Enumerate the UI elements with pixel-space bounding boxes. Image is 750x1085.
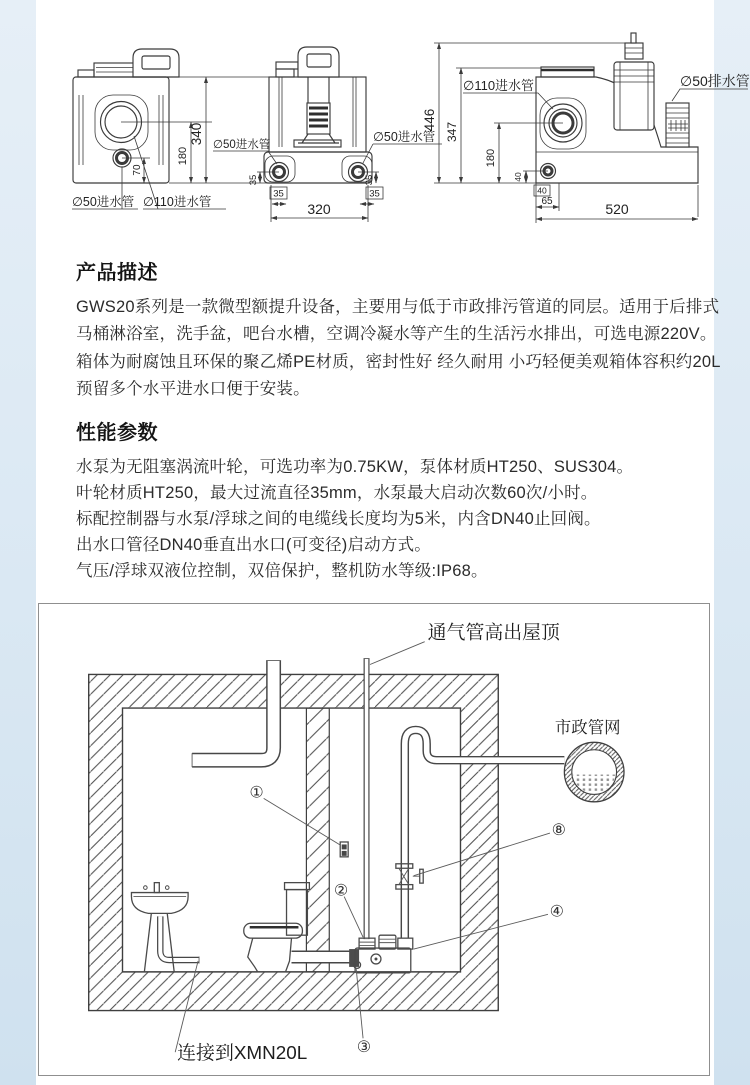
vent-pipe-label: 通气管高出屋顶: [427, 621, 560, 643]
municipal-sewer: [564, 742, 624, 801]
front-inlet50-label: ∅50进水管: [72, 195, 135, 209]
dim-40-offset: 40: [537, 185, 547, 196]
technical-drawings: [36, 0, 750, 250]
parameter-line: 出水口管径DN40垂直出水口(可变径)启动方式。: [76, 536, 431, 554]
front-inlet110-label: ∅110进水管: [143, 195, 212, 209]
partition-wall: [306, 708, 329, 972]
dim-35-right: 35: [364, 174, 375, 186]
description-line: 马桶淋浴室，洗手盆，吧台水槽，空调冷凝水等产生的生活污水排出，可选电源220V。: [76, 325, 717, 344]
dim-520: 520: [605, 201, 629, 217]
parameter-line: 水泵为无阻塞涡流叶轮，可选功率为0.75KW，泵体材质HT250、SUS304。: [76, 458, 634, 476]
product-description-section: [76, 256, 721, 404]
connect-label: 连接到XMN20L: [177, 1042, 308, 1064]
performance-parameters-section: [76, 416, 633, 584]
dim-35-left: 35: [248, 174, 259, 186]
municipal-network-label: 市政管网: [554, 718, 621, 737]
dim-180-side: 180: [485, 148, 497, 168]
dim-446: 446: [422, 108, 437, 132]
description-line: GWS20系列是一款微型额提升设备，主要用与低于市政排污管道的同层。适用于后排式: [76, 298, 720, 316]
rear-inlet50-right-label: ∅50进水管: [373, 130, 436, 144]
dim-347: 347: [445, 121, 459, 143]
rear-view-drawing: [213, 47, 442, 222]
dim-70: 70: [132, 164, 143, 176]
parameters-title: 性能参数: [76, 422, 158, 444]
dim-180: 180: [177, 146, 189, 166]
marker-1: ①: [249, 784, 264, 802]
front-view-drawing: [72, 49, 274, 209]
pump-vent-cap: [631, 33, 636, 43]
dim-340: 340: [189, 122, 204, 146]
side-view-drawing: [422, 33, 750, 223]
dim-35-offset-right: 35: [369, 188, 380, 200]
installation-diagram-frame: [38, 603, 710, 1076]
marker-3: ③: [356, 1039, 372, 1057]
parameter-line: 标配控制器与水泵/浮球之间的电缆线长度均为5米，内含DN40止回阀。: [76, 510, 601, 528]
installation-diagram: [39, 604, 709, 1075]
marker-2: ②: [334, 882, 349, 900]
parameter-line: 叶轮材质HT250，最大过流直径35mm，水泵最大启动次数60次/小时。: [76, 484, 598, 502]
outlet-connector: [666, 103, 689, 147]
marker-4: ④: [549, 903, 565, 921]
dim-35-offset-left: 35: [273, 188, 284, 200]
side-inlet110-label: ∅110进水管: [463, 78, 535, 93]
description-line: 箱体为耐腐蚀且环保的聚乙烯PE材质，密封性好 经久耐用 小巧轻便美观箱体容积约20L: [76, 352, 721, 371]
description-title: 产品描述: [76, 262, 158, 284]
dim-320: 320: [307, 201, 331, 217]
side-outlet50-label: ∅50排水管: [680, 73, 750, 89]
marker-8: ⑧: [551, 822, 567, 840]
parameter-line: 气压/浮球双液位控制，双倍保护，整机防水等级:IP68。: [76, 562, 488, 580]
dim-40-height: 40: [513, 172, 523, 182]
rear-inlet50-left-label: ∅50进水管: [213, 139, 271, 151]
description-line: 预留多个水平进水口便于安装。: [76, 380, 310, 399]
dim-65: 65: [541, 196, 553, 207]
